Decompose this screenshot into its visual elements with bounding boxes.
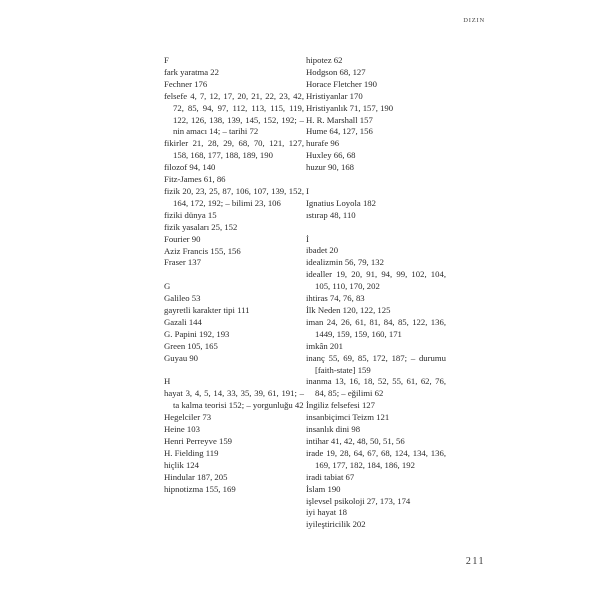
index-entry: irade 19, 28, 64, 67, 68, 124, 134, 136, 169, 177, 182, 184, 186, 192 bbox=[306, 447, 446, 470]
index-entry: fiziki dünya 15 bbox=[164, 209, 217, 220]
index-entry: Fourier 90 bbox=[164, 233, 201, 244]
running-header: DIZIN bbox=[463, 17, 485, 24]
section-gap bbox=[306, 222, 446, 234]
section-letter: G bbox=[164, 281, 171, 292]
index-entry: Hristiyanlar 170 bbox=[306, 90, 363, 101]
index-entry: fikirler 21, 28, 29, 68, 70, 121, 127, 158, 168, 177, 188, 189, 190 bbox=[164, 138, 304, 161]
index-section-f bbox=[164, 55, 304, 269]
index-entry: gayretli karakter tipi 111 bbox=[164, 305, 250, 316]
section-gap bbox=[164, 365, 304, 377]
index-entry: ibadet 20 bbox=[306, 245, 339, 256]
index-entry: Heine 103 bbox=[164, 424, 200, 435]
index-entry: felsefe 4, 7, 12, 17, 20, 21, 22, 23, 42, 72, 85, 94, 97, 112, 113, 115, 119, 122, 126, 138, 139, 145, 152, 192; –nin amacı 14; – tarihi 72 bbox=[164, 90, 304, 137]
index-entry: idealler 19, 20, 91, 94, 99, 102, 104, 105, 110, 170, 202 bbox=[306, 269, 446, 292]
section-letter: F bbox=[164, 55, 169, 65]
section-gap bbox=[164, 269, 304, 281]
index-entry: imkân 201 bbox=[306, 340, 343, 351]
index-entry: insanbiçimci Teizm 121 bbox=[306, 412, 390, 423]
index-entry: Horace Fletcher 190 bbox=[306, 78, 377, 89]
index-section-g bbox=[164, 281, 304, 364]
index-entry: intihar 41, 42, 48, 50, 51, 56 bbox=[306, 435, 405, 446]
index-entry: Henri Perreyve 159 bbox=[164, 435, 233, 446]
index-entry: ıstırap 48, 110 bbox=[306, 209, 356, 220]
index-entry: İlk Neden 120, 122, 125 bbox=[306, 305, 391, 315]
section-letter: İ bbox=[306, 233, 309, 244]
index-entry: G. Papini 192, 193 bbox=[164, 328, 230, 339]
index-entry: fizik 20, 23, 25, 87, 106, 107, 139, 152, 164, 172, 192; – bilimi 23, 106 bbox=[164, 185, 304, 208]
section-gap bbox=[306, 174, 446, 186]
index-column-right bbox=[306, 55, 446, 531]
index-entry: Aziz Francis 155, 156 bbox=[164, 245, 241, 256]
index-entry: Fraser 137 bbox=[164, 257, 201, 268]
index-entry: Guyau 90 bbox=[164, 352, 199, 363]
index-section-i bbox=[306, 186, 446, 222]
section-letter: I bbox=[306, 185, 309, 196]
index-entry: Hegelciler 73 bbox=[164, 412, 212, 423]
index-entry: hipotez 62 bbox=[306, 55, 343, 65]
page-number: 211 bbox=[465, 556, 485, 567]
index-entry: Gazali 144 bbox=[164, 316, 202, 327]
index-section-i-dotted bbox=[306, 234, 446, 532]
index-entry: Huxley 66, 68 bbox=[306, 150, 356, 161]
index-entry: fark yaratma 22 bbox=[164, 66, 219, 77]
index-entry: Hodgson 68, 127 bbox=[306, 66, 366, 77]
index-entry: iman 24, 26, 61, 81, 84, 85, 122, 136, 1449, 159, 159, 160, 171 bbox=[306, 316, 446, 339]
index-entry: hipnotizma 155, 169 bbox=[164, 483, 236, 494]
index-entry: huzur 90, 168 bbox=[306, 162, 355, 173]
index-entry: hurafe 96 bbox=[306, 138, 340, 149]
index-entry: inanma 13, 16, 18, 52, 55, 61, 62, 76, 84, 85; – eğilimi 62 bbox=[306, 376, 446, 399]
index-entry: işlevsel psikoloji 27, 173, 174 bbox=[306, 495, 411, 506]
index-entry: ihtiras 74, 76, 83 bbox=[306, 293, 365, 304]
index-entry: Fechner 176 bbox=[164, 78, 208, 89]
index-entry: iyileştiricilik 202 bbox=[306, 519, 366, 530]
index-entry: idealizmin 56, 79, 132 bbox=[306, 257, 384, 268]
index-entry: fizik yasaları 25, 152 bbox=[164, 221, 238, 232]
index-entry: hayat 3, 4, 5, 14, 33, 35, 39, 61, 191; –ta kalma teorisi 152; – yorgunluğu 42 bbox=[164, 388, 304, 411]
index-entry: Ignatius Loyola 182 bbox=[306, 197, 376, 208]
index-section-h bbox=[164, 376, 304, 495]
index-entry: hiçlik 124 bbox=[164, 459, 199, 470]
index-entry: İngiliz felsefesi 127 bbox=[306, 400, 375, 411]
index-entry: insanlık dini 98 bbox=[306, 424, 361, 435]
index-entry: iradi tabiat 67 bbox=[306, 471, 355, 482]
index-entry: filozof 94, 140 bbox=[164, 162, 216, 173]
index-entry: Galileo 53 bbox=[164, 293, 201, 304]
index-entry: Green 105, 165 bbox=[164, 340, 218, 351]
index-column-left bbox=[164, 55, 304, 496]
index-entry: H. R. Marshall 157 bbox=[306, 114, 373, 125]
index-entry: Hindular 187, 205 bbox=[164, 471, 228, 482]
index-entry: iyi hayat 18 bbox=[306, 507, 348, 518]
index-section-h-continued bbox=[306, 55, 446, 174]
index-entry: İslam 190 bbox=[306, 483, 341, 494]
section-letter: H bbox=[164, 376, 171, 387]
index-entry: H. Fielding 119 bbox=[164, 447, 219, 458]
index-entry: Hume 64, 127, 156 bbox=[306, 126, 373, 137]
index-entry: inanç 55, 69, 85, 172, 187; – durumu [faith-state] 159 bbox=[306, 352, 446, 375]
index-entry: Hristiyanlık 71, 157, 190 bbox=[306, 102, 394, 113]
index-entry: Fitz-James 61, 86 bbox=[164, 174, 226, 185]
